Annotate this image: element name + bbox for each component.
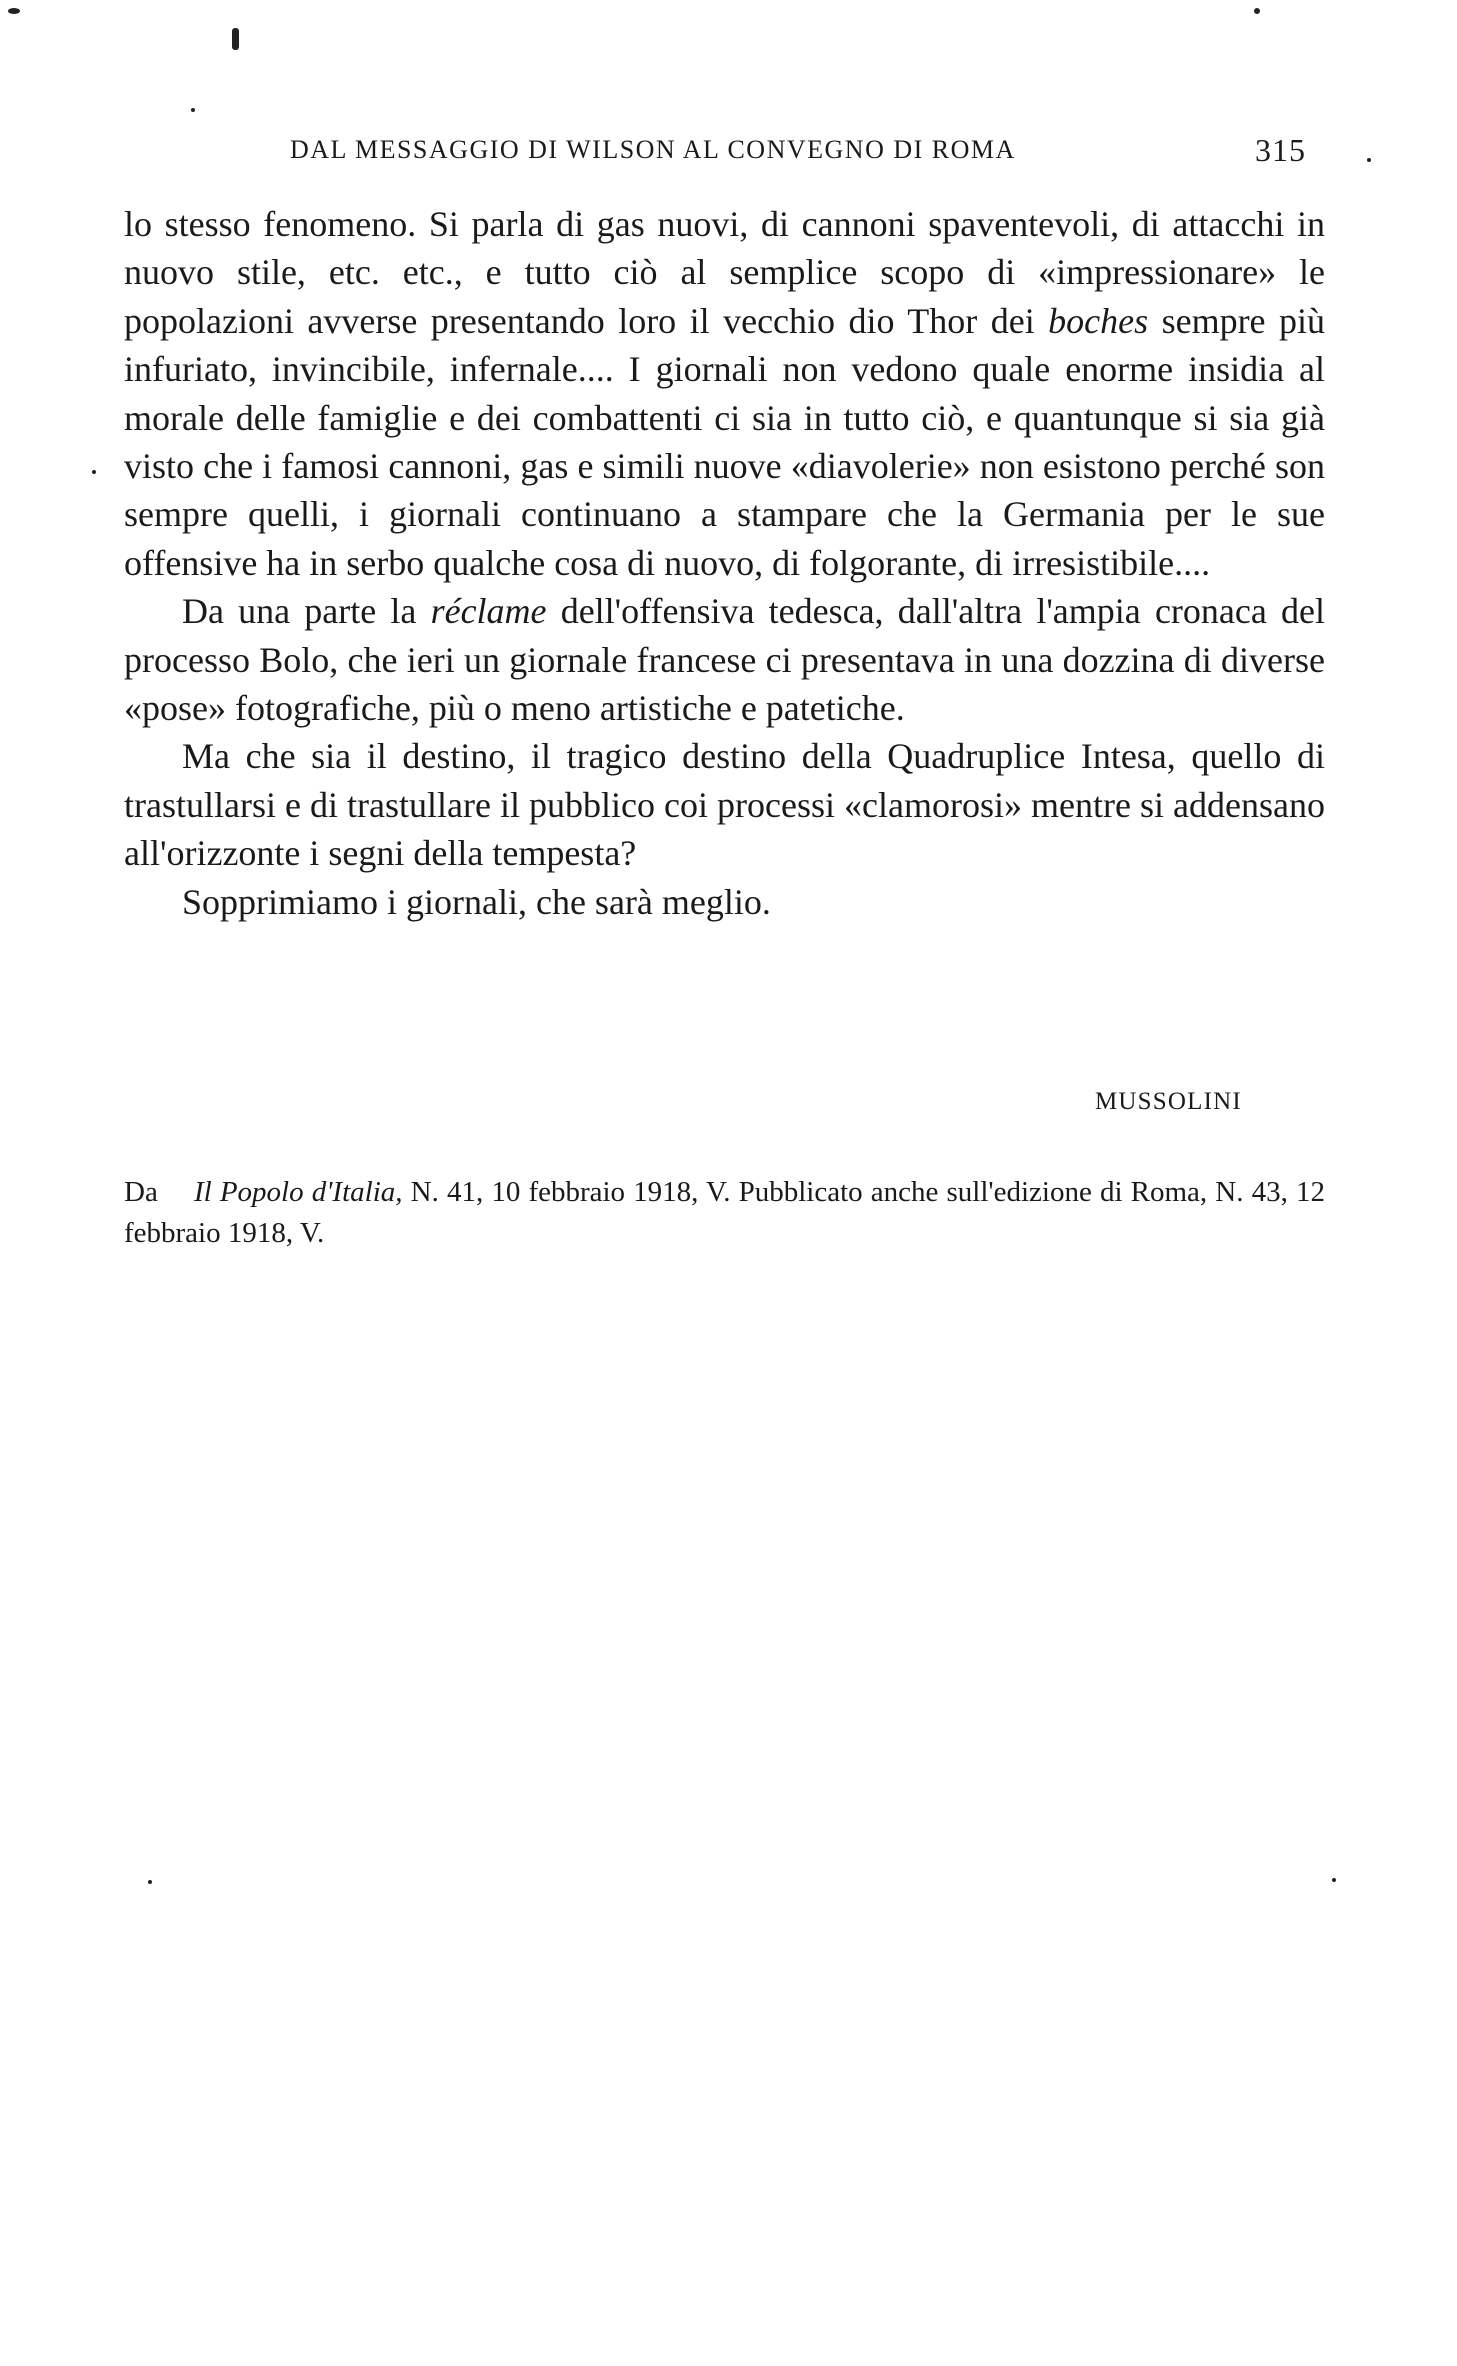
scan-speck: [8, 8, 20, 14]
scan-speck: [148, 1880, 152, 1884]
source-note-details: N. 41, 10 febbraio 1918, V. Pubblicato anche sull'edizione di Roma, N. 43, 12 febbraio 1918, V.: [124, 1176, 1325, 1249]
paragraph-2: [124, 587, 1325, 732]
paragraph-1: [124, 200, 1325, 587]
scan-speck: [1254, 8, 1260, 14]
author-signature: MUSSOLINI: [1095, 1088, 1242, 1115]
running-head: [0, 132, 1457, 175]
scan-speck: [232, 28, 239, 50]
article-body: [124, 200, 1325, 926]
paragraph-1-part-1: lo stesso fenomeno. Si parla di gas nuovi, di cannoni spaventevoli, di attacchi in nuovo stile, etc. etc., e tutto ciò al semplice scopo di «impressionare» le popolazioni avverse presentando loro il vecchio dio Thor dei: [124, 204, 1325, 341]
scan-speck: [92, 470, 96, 474]
scan-speck: [1332, 1878, 1336, 1882]
newspaper-title: Il Popolo d'Italia,: [194, 1176, 403, 1208]
source-note-lead: Da: [124, 1176, 158, 1208]
paragraph-2-part-1: Da una parte la: [182, 591, 431, 632]
paragraph-4: Sopprimiamo i giornali, che sarà meglio.: [182, 881, 771, 922]
scan-speck: [191, 108, 195, 112]
italic-word-boches: boches: [1048, 300, 1149, 341]
italic-word-reclame: réclame: [430, 591, 547, 632]
paragraph-2-part-2: dell'offensiva tedesca, dall'altra l'ampia cronaca del processo Bolo, che ieri un giornale francese ci presentava in una dozzina di diverse «pose» fotografiche, più o meno artistiche e patetiche.: [124, 591, 1325, 729]
paragraph-3: Ma che sia il destino, il tragico destino della Quadruplice Intesa, quello di trastullarsi e di trastullare il pubblico coi processi «clamorosi» mentre si addensano all'orizzonte i segni della tempesta?: [124, 736, 1325, 874]
paragraph-1-part-2: sempre più infuriato, invincibile, infernale.... I giornali non vedono quale enorme insidia al morale delle famiglie e dei combattenti ci sia in tutto ciò, e quantunque si sia già visto che i famosi cannoni, gas e simili nuove «diavolerie» non esistono perché son sempre quelli, i giornali continuano a stampare che la Germania per le sue offensive ha in serbo qualche cosa di nuovo, di folgorante, di irresistibile....: [124, 300, 1325, 583]
source-note: [124, 1172, 1325, 1254]
page-number: 315: [1255, 132, 1306, 168]
running-title: DAL MESSAGGIO DI WILSON AL CONVEGNO DI ROMA: [290, 135, 1016, 164]
